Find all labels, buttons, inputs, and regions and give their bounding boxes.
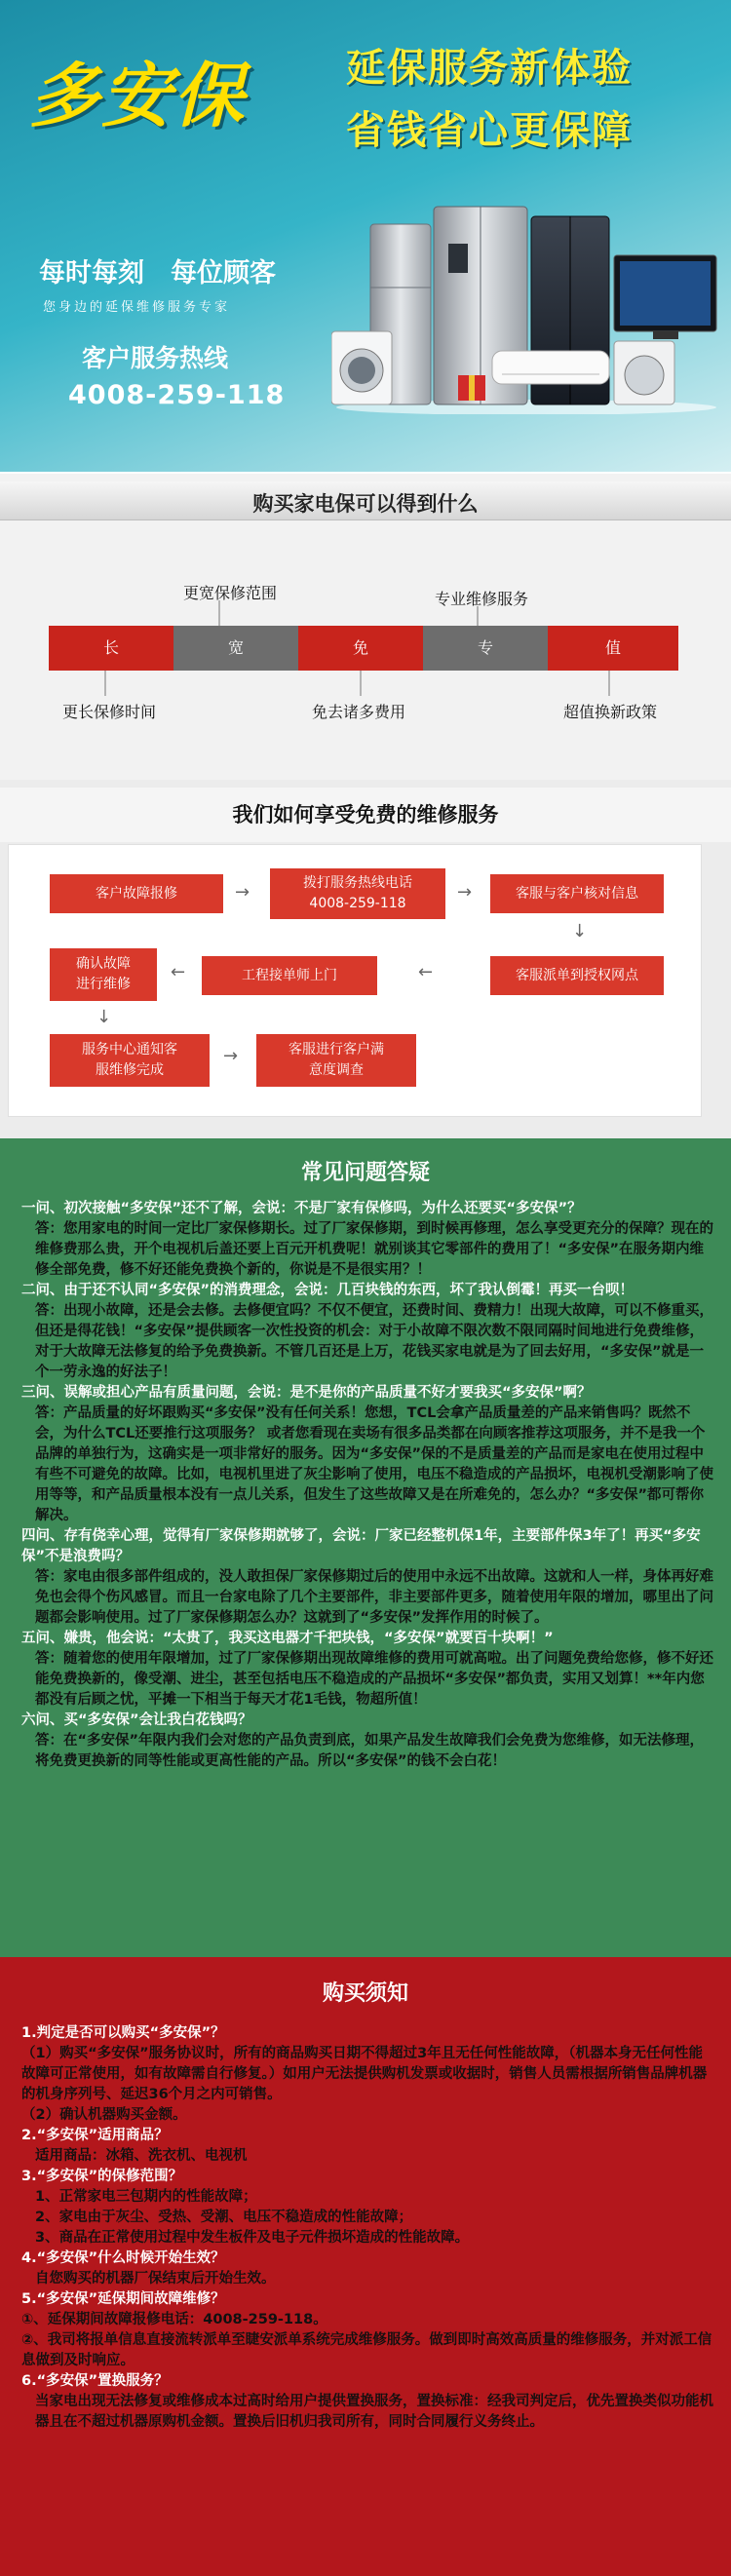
faq-question: 一问、初次接触“多安保”还不了解，会说：不是厂家有保修吗，为什么还要买“多安保”？ (21, 1201, 582, 1216)
process-title: 我们如何享受免费的维修服务 (0, 788, 731, 842)
step-dispatch: 客服派单到授权网点 (490, 956, 664, 995)
faq-item (21, 1711, 715, 1772)
hero-slogan: 每时每刻 每位顾客 (39, 258, 276, 288)
benefit-seg-wide: 宽 (173, 626, 298, 671)
process-section (0, 780, 731, 1138)
brand-logo: 多安保 (29, 55, 247, 136)
benefit-seg-long: 长 (49, 626, 173, 671)
purchase-answer: 当家电出现无法修复或维修成本过高时给用户提供置换服务，置换标准：经我司判定后，优先置换类似功能机器且在不超过机器原购机金额。置换后旧机归我司所有，同时合同履行义务终止。 (35, 2394, 713, 2430)
benefits-strip (49, 626, 678, 671)
benefit-seg-pro: 专 (423, 626, 548, 671)
step-call-hotline: 拨打服务热线电话 4008-259-118 (270, 868, 445, 919)
faq-answer: 答：在“多安保”年限内我们会对您的产品负责到底，如果产品发生故障我们会免费为您维修，如无法修理，将免费更换新的同等性能或更高性能的产品。所以“多安保”的钱不会白花！ (35, 1733, 705, 1769)
faq-item (21, 1526, 715, 1629)
purchase-question: 4.“多安保”什么时候开始生效？ (21, 2250, 225, 2266)
hero-headline-1: 延保服务新体验 (346, 46, 633, 91)
arrow-down-icon: ↓ (572, 921, 588, 942)
process-flow (8, 844, 702, 1117)
faq-answer: 答：随着您的使用年限增加，过了厂家保修期出现故障维修的费用可就高啦。出了问题免费给您修，修不好还能免费换新的，像受潮、进尘，甚至包括电压不稳造成的产品损坏“多安保”都负责，实用又划算！**年内您都没有后顾之忧，平摊一下相当于每天才花1毛钱，物超所值！ (35, 1651, 713, 1708)
arrow-down-icon: ↓ (96, 1007, 112, 1027)
hero-headline-2: 省钱省心更保障 (346, 108, 633, 153)
faq-question: 六问、买“多安保”会让我白花钱吗？ (21, 1712, 252, 1728)
hero-banner (0, 0, 731, 472)
appliances-image (331, 205, 721, 414)
benefit-seg-value: 值 (548, 626, 678, 671)
faq-section (0, 1138, 731, 1957)
purchase-answer: ②、我司将报单信息直接流转派单至睫安派单系统完成维修服务。做到即时高效高质量的维修服务，并对派工信息做到及时响应。 (21, 2332, 712, 2368)
purchase-question: 1.判定是否可以购买“多安保”？ (21, 2025, 225, 2041)
hotline-label: 客户服务热线 (82, 344, 229, 372)
hotline-number: 4008-259-118 (68, 380, 286, 410)
faq-item (21, 1281, 715, 1383)
benefits-title: 购买家电保可以得到什么 (252, 492, 479, 516)
arrow-left-icon: ← (418, 962, 434, 982)
step-report: 客户故障报修 (50, 874, 223, 913)
purchase-notes-list (21, 2023, 715, 2433)
arrow-right-icon: → (223, 1046, 239, 1066)
benefit-label-wider: 更宽保修范围 (183, 584, 278, 602)
faq-answer: 答：您用家电的时间一定比厂家保修期长。过了厂家保修期，到时候再修理，怎么享受更充分的保障？现在的维修费那么贵，开个电视机后盖还要上百元开机费呢！就别谈其它零部件的费用了！“多安保”在服务期内维修全部免费，修不好还能免费换个新的，你说是不是很实用？！ (35, 1221, 713, 1278)
step-verify-info: 客服与客户核对信息 (490, 874, 664, 913)
purchase-answer: ①、延保期间故障报修电话：4008-259-118。 (21, 2312, 327, 2327)
purchase-answer: （2）确认机器购买金额。 (21, 2107, 187, 2123)
faq-question: 二问、由于还不认同“多安保”的消费理念，会说：几百块钱的东西，坏了我认倒霉！再买一台呗！ (21, 1283, 635, 1298)
faq-question: 四问、存有侥幸心理，觉得有厂家保修期就够了，会说：厂家已经整机保1年，主要部件保3年了！再买“多安保”不是浪费吗？ (21, 1528, 701, 1564)
arrow-left-icon: ← (171, 962, 186, 982)
step-satisfaction-survey: 客服进行客户满 意度调查 (256, 1034, 416, 1087)
arrow-right-icon: → (457, 882, 473, 903)
benefit-label-renew: 超值换新政策 (563, 703, 658, 721)
arrow-right-icon: → (235, 882, 250, 903)
benefit-seg-free: 免 (298, 626, 423, 671)
faq-title: 常见问题答疑 (300, 1161, 430, 1185)
purchase-question: 3.“多安保”的保修范围？ (21, 2169, 183, 2184)
benefits-title-bar (0, 481, 731, 520)
step-notify-complete: 服务中心通知客 服维修完成 (50, 1034, 210, 1087)
purchase-question: 6.“多安保”置换服务？ (21, 2373, 169, 2389)
purchase-answer: 1、正常家电三包期内的性能故障； (35, 2189, 257, 2205)
purchase-answer: 自您购买的机器厂保结束后开始生效。 (35, 2271, 276, 2287)
faq-answer: 答：家电由很多部件组成的，没人敢担保厂家保修期过后的使用中永远不出故障。这就和人一样，身体再好难免也会得个伤风感冒。而且一台家电除了几个主要部件，非主要部件更多，随着使用年限的增加，哪里出了问题都会影响使用。过了厂家保修期怎么办？这就到了“多安保”发挥作用的时候了。 (35, 1569, 713, 1626)
purchase-answer: （1）购买“多安保”服务协议时，所有的商品购买日期不得超过3年且无任何性能故障，（机器本身无任何性能故障可正常使用，如有故障需自行修复。）如用户无法提供购机发票或收据时，销售人员需根据所销售品牌机器的机身序列号、延迟36个月之内可销售。 (21, 2046, 708, 2102)
faq-answer: 答：产品质量的好坏跟购买“多安保”没有任何关系！您想，TCL会拿产品质量差的产品来销售吗？既然不会，为什么TCL还要推行这项服务？ 或者您看现在卖场有很多品类都在向顾客推荐这项服务，并不是我一个品牌的单独行为，这确实是一项非常好的服务。因为“多安保”保的不是质量差的产品而是家电在使用过程中有些不可避免的故障。比如，电视机里进了灰尘影响了使用，电压不稳造成的产品损坏，电视机受潮影响了使用等等，和产品质量根本没有一点儿关系，但发生了这些故障又是在所难免的，怎么办？“多安保”都可帮你解决。 (35, 1405, 713, 1523)
purchase-notes-section (0, 1957, 731, 2576)
step-engineer-visit: 工程接单师上门 (202, 956, 377, 995)
hero-subtitle: 您身边的延保维修服务专家 (43, 300, 231, 315)
purchase-question: 5.“多安保”延保期间故障维修？ (21, 2291, 225, 2307)
purchase-answer: 2、家电由于灰尘、受热、受潮、电压不稳造成的性能故障； (35, 2210, 413, 2225)
purchase-answer: 3、商品在正常使用过程中发生板件及电子元件损坏造成的性能故障。 (35, 2230, 470, 2246)
benefit-label-fees: 免去诸多费用 (312, 703, 406, 721)
benefits-section (0, 474, 731, 780)
step-repair: 确认故障 进行维修 (50, 948, 157, 1001)
purchase-title: 购买须知 (322, 1981, 408, 2006)
purchase-answer: 适用商品：冰箱、洗衣机、电视机 (35, 2148, 248, 2164)
faq-question: 三问、误解或担心产品有质量问题，会说：是不是你的产品质量不好才要我买“多安保”啊？ (21, 1385, 592, 1401)
faq-item (21, 1629, 715, 1711)
faq-list (21, 1199, 715, 1772)
faq-question: 五问、嫌贵，他会说：“太贵了，我买这电器才千把块钱，“多安保”就要百十块啊！” (21, 1631, 554, 1646)
purchase-question: 2.“多安保”适用商品？ (21, 2128, 169, 2143)
faq-answer: 答：出现小故障，还是会去修。去修便宜吗？不仅不便宜，还费时间、费精力！出现大故障，可以不修重买，但还是得花钱！“多安保”提供顾客一次性投资的机会：对于小故障不限次数不限同隔时间地进行免费维修，对于大故障无法修复的给予免费换新。不管几百还是上万，花钱买家电就是为了回去好用，“多安保”就是一个一劳永逸的好法子！ (35, 1303, 713, 1380)
faq-item (21, 1199, 715, 1281)
benefit-label-longer: 更长保修时间 (62, 703, 157, 721)
faq-item (21, 1383, 715, 1526)
benefit-label-professional: 专业维修服务 (435, 590, 529, 608)
